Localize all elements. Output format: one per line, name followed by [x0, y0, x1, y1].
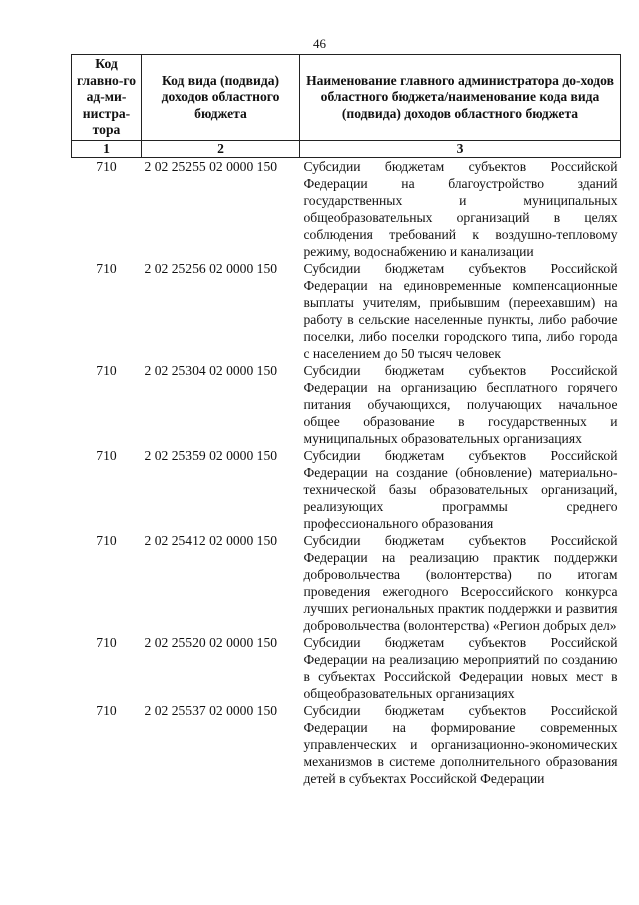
admin-code-cell: 710	[96, 260, 117, 276]
column-number-1: 1	[72, 140, 142, 157]
name-cell: Субсидии бюджетам субъектов Российской Федерации на создание (обновление) материально-технической базы образовательных организаций, реализующих программы среднего профессионального образования	[303, 447, 618, 531]
table-row	[72, 362, 621, 447]
admin-code-cell: 710	[96, 702, 117, 718]
name-cell: Субсидии бюджетам субъектов Российской Федерации на единовременные компенсационные выплаты учителям, прибывшим (переехавшим) на работу в сельские населенные пункты, либо рабочие поселки, либо поселки городского типа, либо города с населением до 50 тысяч человек	[303, 260, 618, 361]
admin-code-cell: 710	[96, 447, 117, 463]
revenue-code-cell: 2 02 25537 02 0000 150	[144, 702, 278, 718]
header-name: Наименование главного администратора до-ходов областного бюджета/наименование кода вида (подвида) доходов областного бюджета	[300, 55, 621, 141]
admin-code-cell: 710	[96, 532, 117, 548]
revenue-code-cell: 2 02 25520 02 0000 150	[144, 634, 278, 650]
page-number: 46	[313, 36, 326, 51]
header-admin-code: Код главно-го ад-ми-нистра-тора	[72, 55, 142, 141]
column-number-row	[72, 140, 621, 157]
column-number-3: 3	[300, 140, 621, 157]
name-cell: Субсидии бюджетам субъектов Российской Федерации на благоустройство зданий государственных и муниципальных общеобразовательных организаций в целях соблюдения требований к воздушно-тепловому режиму, водоснабжению и канализации	[303, 158, 618, 259]
revenue-code-cell: 2 02 25255 02 0000 150	[144, 158, 278, 174]
revenue-code-cell: 2 02 25256 02 0000 150	[144, 260, 278, 276]
admin-code-cell: 710	[96, 634, 117, 650]
header-revenue-code: Код вида (подвида) доходов областного бюджета	[142, 55, 300, 141]
name-cell: Субсидии бюджетам субъектов Российской Федерации на реализацию практик поддержки добровольчества (волонтерства) по итогам проведения ежегодного Всероссийского конкурса лучших региональных практик поддержки и развития добровольчества (волонтерства) «Регион добрых дел»	[303, 532, 618, 633]
table-row	[72, 702, 621, 787]
table-header-row	[72, 55, 621, 141]
revenue-code-cell: 2 02 25412 02 0000 150	[144, 532, 278, 548]
name-cell: Субсидии бюджетам субъектов Российской Федерации на организацию бесплатного горячего питания обучающихся, получающих начальное общее образование в государственных и муниципальных образовательных организациях	[303, 362, 618, 446]
table-row	[72, 157, 621, 260]
revenue-codes-table	[71, 54, 621, 787]
table-row	[72, 447, 621, 532]
name-cell: Субсидии бюджетам субъектов Российской Федерации на реализацию мероприятий по созданию в субъектах Российской Федерации новых мест в общеобразовательных организациях	[303, 634, 618, 701]
table-row	[72, 260, 621, 362]
name-cell: Субсидии бюджетам субъектов Российской Федерации на формирование современных управленческих и организационно-экономических механизмов в системе дополнительного образования детей в субъектах Российской Федерации	[303, 702, 618, 786]
table-row	[72, 634, 621, 702]
revenue-code-cell: 2 02 25359 02 0000 150	[144, 447, 278, 463]
revenue-code-cell: 2 02 25304 02 0000 150	[144, 362, 278, 378]
table-row	[72, 532, 621, 634]
admin-code-cell: 710	[96, 158, 117, 174]
admin-code-cell: 710	[96, 362, 117, 378]
column-number-2: 2	[142, 140, 300, 157]
